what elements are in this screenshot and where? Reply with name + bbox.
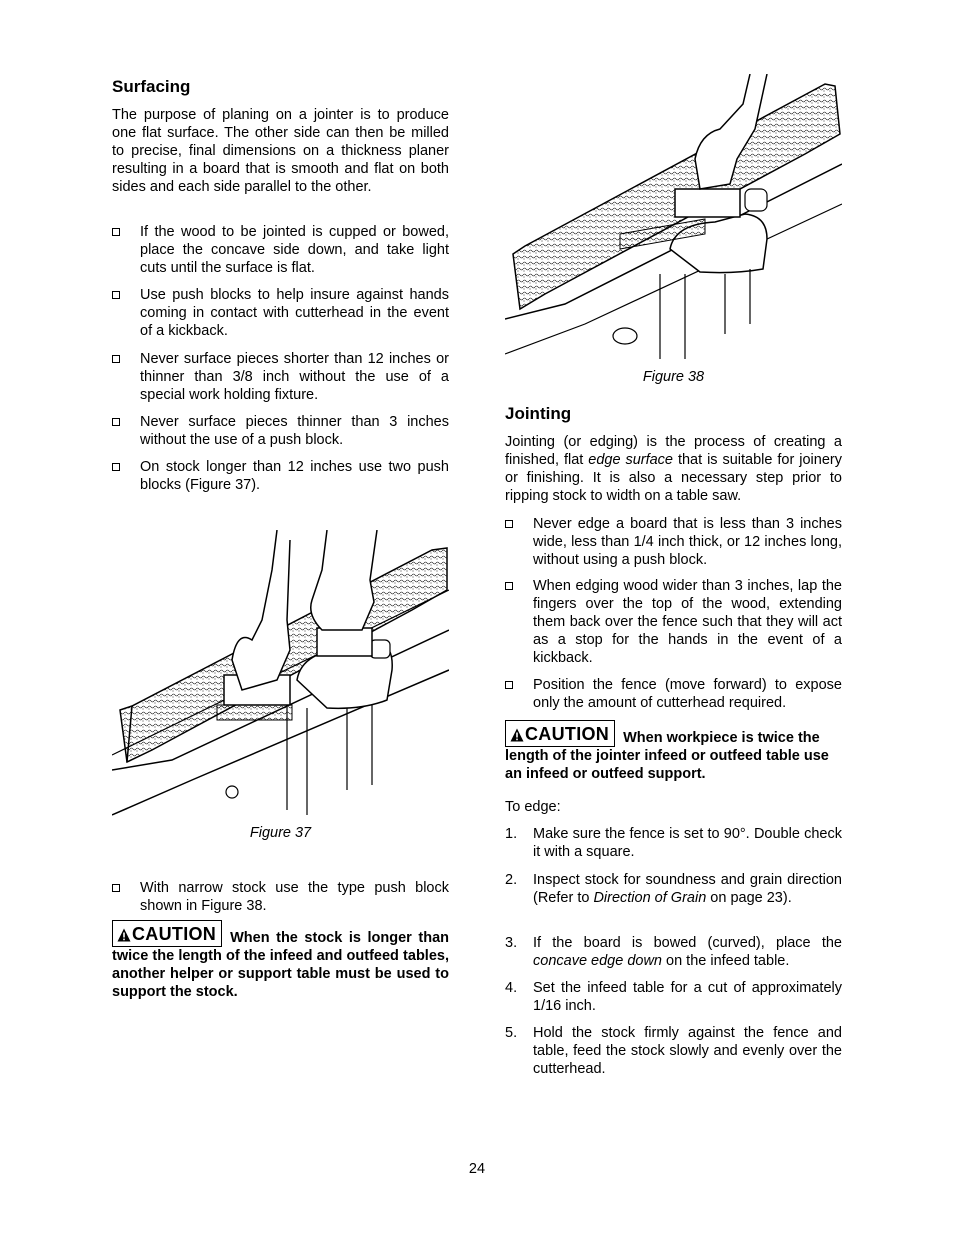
caution-notice: CAUTION When the stock is longer than twice the length of the infeed and outfeed tables, another helper or support table must be used to support the stock.: [112, 920, 449, 1001]
warning-triangle-icon: [510, 728, 524, 742]
surfacing-intro: The purpose of planing on a jointer is to produce one flat surface. The other side can then be milled to precise, final dimensions on a thickness planer resulting in a board that is smooth and flat on both sides and each side parallel to the other.: [112, 107, 449, 195]
list-item: Use push blocks to help insure against hands coming in contact with cutterhead in the event of a kickback.: [112, 286, 449, 340]
to-edge-label: To edge:: [505, 799, 561, 815]
figure-37-caption: Figure 37: [249, 825, 312, 841]
list-item: If the wood to be jointed is cupped or bowed, place the concave side down, and take light cuts until the surface is flat.: [112, 223, 449, 277]
list-item: When edging wood wider than 3 inches, lap the fingers over the top of the wood, extending them back over the fence such that they will act as a stop for the hands in the event of a kickback.: [505, 577, 842, 667]
list-item: 3. If the board is bowed (curved), place the concave edge down on the infeed table.: [505, 935, 842, 969]
checkbox-bullet-icon: [112, 884, 120, 892]
checkbox-bullet-icon: [112, 355, 120, 363]
checkbox-bullet-icon: [505, 582, 513, 590]
checkbox-bullet-icon: [112, 228, 120, 236]
checkbox-bullet-icon: [505, 520, 513, 528]
caution-badge: CAUTION: [112, 920, 222, 947]
list-item: 1. Make sure the fence is set to 90°. Double check it with a square.: [505, 826, 842, 860]
list-item: On stock longer than 12 inches use two push blocks (Figure 37).: [112, 458, 449, 494]
list-item: With narrow stock use the type push block shown in Figure 38.: [112, 879, 449, 915]
page-number: 24: [468, 1161, 486, 1177]
checkbox-bullet-icon: [112, 463, 120, 471]
caution-badge: CAUTION: [505, 720, 615, 747]
list-item: Never surface pieces shorter than 12 inches or thinner than 3/8 inch without the use of a special work holding fixture.: [112, 350, 449, 404]
figure-37-illustration: [112, 530, 449, 820]
jointing-intro: Jointing (or edging) is the process of creating a finished, flat edge surface that is suitable for joinery or finishing. It is also a necessary step prior to ripping stock to width on a table saw.: [505, 434, 842, 504]
caution-notice: CAUTION When workpiece is twice the length of the jointer infeed or outfeed table use an infeed or outfeed support.: [505, 720, 842, 783]
list-item: Never edge a board that is less than 3 inches wide, less than 1/4 inch thick, or 12 inches long, without using a push block.: [505, 515, 842, 569]
checkbox-bullet-icon: [505, 681, 513, 689]
checkbox-bullet-icon: [112, 418, 120, 426]
list-item: 5. Hold the stock firmly against the fence and table, feed the stock slowly and evenly over the cutterhead.: [505, 1025, 842, 1077]
figure-38-illustration: [505, 74, 842, 366]
section-heading-surfacing: Surfacing: [112, 77, 191, 96]
checkbox-bullet-icon: [112, 291, 120, 299]
list-item: 2. Inspect stock for soundness and grain direction (Refer to Direction of Grain on page 23).: [505, 872, 842, 906]
warning-triangle-icon: [117, 928, 131, 942]
list-item: 4. Set the infeed table for a cut of approximately 1/16 inch.: [505, 980, 842, 1014]
section-heading-jointing: Jointing: [505, 404, 572, 423]
list-item: Position the fence (move forward) to expose only the amount of cutterhead required.: [505, 676, 842, 712]
figure-38-caption: Figure 38: [642, 369, 705, 385]
list-item: Never surface pieces thinner than 3 inches without the use of a push block.: [112, 413, 449, 449]
